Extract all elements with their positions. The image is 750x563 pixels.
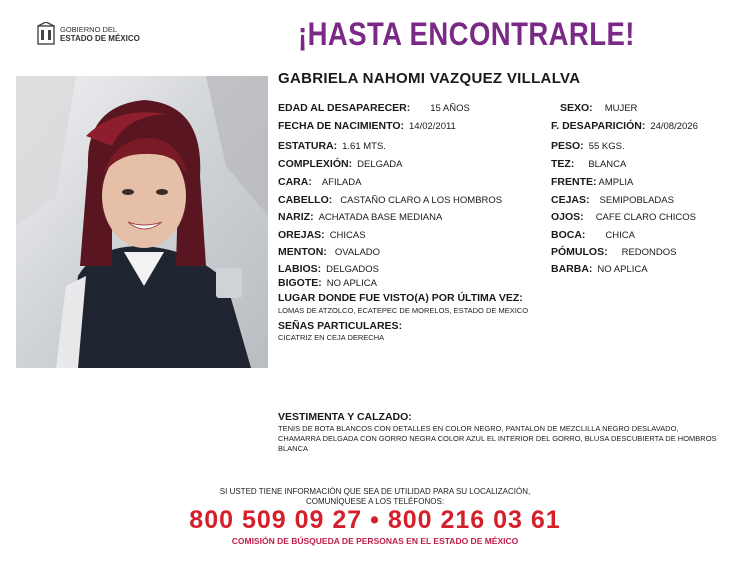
field-label: NARIZ:	[278, 211, 314, 223]
field-cara	[278, 176, 361, 188]
field-value: REDONDOS	[621, 247, 677, 258]
field-label: PESO:	[551, 140, 584, 152]
field-label: OREJAS:	[278, 229, 325, 241]
field-value: NO APLICA	[326, 278, 377, 289]
field-value: 14/02/2011	[409, 121, 456, 132]
field-label: OJOS:	[551, 211, 584, 223]
logo-line1: GOBIERNO DEL	[60, 25, 118, 34]
field-complexion	[278, 158, 403, 170]
field-value: AMPLIA	[598, 177, 634, 188]
field-label: BARBA:	[551, 263, 593, 275]
vestimenta-value: TENIS DE BOTA BLANCOS CON DETALLES EN COLOR NEGRO, PANTALON DE MEZCLILLA NEGRO DESLAVADO, CHAMARRA DELGADA CON GORRO NEGRA COLOR AZUL EL INTERIOR DEL GORRO, BLUSA DESCUBIERTA DE HOMBROS BLANCA	[278, 424, 717, 453]
field-estatura	[278, 140, 386, 152]
field-label: SEXO:	[560, 102, 593, 114]
vestimenta-heading: VESTIMENTA Y CALZADO:	[278, 411, 412, 423]
headline: ¡HASTA ENCONTRARLE!	[298, 16, 635, 52]
senas-value: CICATRIZ EN CEJA DERECHA	[278, 333, 385, 342]
lugar-value: LOMAS DE ATZOLCO, ECATEPEC DE MORELOS, ESTADO DE MEXICO	[278, 306, 529, 315]
field-label: FECHA DE NACIMIENTO:	[278, 120, 404, 132]
field-label: LABIOS:	[278, 263, 322, 275]
field-tez	[551, 158, 626, 170]
missing-person-photo	[16, 76, 268, 368]
field-label: EDAD AL DESAPARECER:	[278, 102, 411, 114]
field-value: CHICAS	[329, 230, 366, 241]
field-label: BIGOTE:	[278, 277, 322, 289]
field-value: ACHATADA BASE MEDIANA	[318, 212, 443, 223]
field-sexo	[560, 102, 637, 114]
field-value: CASTAÑO CLARO A LOS HOMBROS	[340, 195, 503, 206]
field-label: CEJAS:	[551, 194, 590, 206]
government-logo	[36, 22, 140, 46]
field-peso	[551, 140, 625, 152]
field-value: MUJER	[604, 103, 638, 114]
field-label: CARA:	[278, 176, 312, 188]
field-label: FRENTE:	[551, 176, 597, 188]
field-label: PÓMULOS:	[551, 246, 608, 258]
lugar-heading: LUGAR DONDE FUE VISTO(A) POR ÚLTIMA VEZ:	[278, 292, 523, 304]
field-label: ESTATURA:	[278, 140, 338, 152]
field-label: MENTON:	[278, 246, 327, 258]
field-edad	[278, 102, 470, 114]
field-labios	[278, 263, 379, 275]
commission-name: COMISIÓN DE BÚSQUEDA DE PERSONAS EN EL ESTADO DE MÉXICO	[231, 536, 519, 546]
field-value: 15 AÑOS	[430, 103, 470, 114]
field-label: CABELLO:	[278, 194, 333, 206]
field-label: TEZ:	[551, 158, 575, 170]
field-value: CAFE CLARO CHICOS	[595, 212, 696, 223]
person-name: GABRIELA NAHOMI VAZQUEZ VILLALVA	[278, 70, 581, 87]
field-frente	[551, 176, 633, 188]
contact-info-line2: COMUNÍQUESE A LOS TELÉFONOS:	[305, 497, 445, 506]
field-orejas	[278, 229, 366, 241]
field-cabello	[278, 194, 502, 206]
field-label: COMPLEXIÓN:	[278, 158, 353, 170]
field-nacimiento	[278, 120, 456, 132]
field-value: CHICA	[605, 230, 635, 241]
hotline-phone-numbers: 800 509 09 27 • 800 216 03 61	[189, 506, 561, 534]
field-value: SEMIPOBLADAS	[599, 195, 674, 206]
field-value: OVALADO	[334, 247, 381, 258]
field-value: 24/08/2026	[650, 121, 698, 132]
portrait-illustration	[16, 76, 268, 368]
field-value: AFILADA	[321, 177, 362, 188]
field-label: F. DESAPARICIÓN:	[551, 120, 646, 132]
field-value: 55 KGS.	[588, 141, 625, 152]
contact-info-line1: SI USTED TIENE INFORMACIÓN QUE SEA DE UTILIDAD PARA SU LOCALIZACIÓN,	[219, 487, 531, 496]
field-cejas	[551, 194, 674, 206]
field-pomulos	[551, 246, 677, 258]
senas-heading: SEÑAS PARTICULARES:	[278, 320, 403, 332]
field-value: NO APLICA	[597, 264, 648, 275]
field-ojos	[551, 211, 696, 223]
field-value: 1.61 MTS.	[342, 141, 386, 152]
field-value: DELGADA	[357, 159, 403, 170]
field-nariz	[278, 211, 442, 223]
field-label: BOCA:	[551, 229, 586, 241]
state-emblem-icon	[36, 22, 56, 46]
logo-line2: ESTADO DE MÉXICO	[60, 34, 140, 43]
field-value: BLANCA	[588, 159, 627, 170]
field-desaparicion	[551, 120, 698, 132]
field-barba	[551, 263, 648, 275]
field-boca	[551, 229, 635, 241]
field-value: DELGADOS	[326, 264, 379, 275]
field-menton	[278, 246, 380, 258]
field-bigote	[278, 277, 377, 289]
